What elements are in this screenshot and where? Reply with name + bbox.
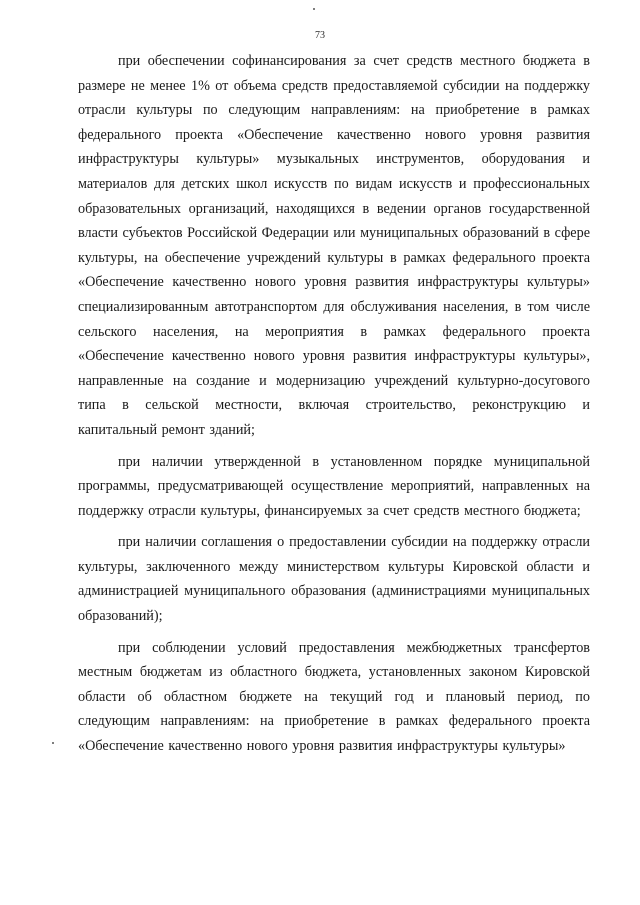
- page-number: 73: [315, 30, 325, 41]
- document-body: [78, 49, 590, 759]
- paragraph-cofinancing-condition: при обеспечении софинансирования за счет средств местного бюджета в размере не менее 1% от объема средств предоставляемой субсидии на поддержку отрасли культуры по следующим направлениям: на приобретение в рамках федерального проекта «Обеспечение качественно нового уровня развития инфраструктуры культуры» музыкальных инструментов, оборудования и материалов для детских школ искусств по видам искусств и профессиональных образовательных организаций, находящихся в ведении органов государственной власти субъектов Российской Федерации или муниципальных образований в сфере культуры, на обеспечение учреждений культуры в рамках федерального проекта «Обеспечение качественно нового уровня развития инфраструктуры культуры» специализированным автотранспортом для обслуживания населения, в том числе сельского населения, на мероприятия в рамках федерального проекта «Обеспечение качественно нового уровня развития инфраструктуры культуры», направленные на создание и модернизацию учреждений культурно-досугового типа в сельской местности, включая строительство, реконструкцию и капитальный ремонт зданий;: [78, 53, 590, 438]
- scan-speck: [52, 742, 54, 744]
- paragraph-municipal-program: при наличии утвержденной в установленном порядке муниципальной программы, предусматривающей осуществление мероприятий, направленных на поддержку отрасли культуры, финансируемых за счет средств местного бюджета;: [78, 453, 590, 519]
- paragraph-transfer-conditions: при соблюдении условий предоставления межбюджетных трансфертов местным бюджетам из областного бюджета, установленных законом Кировской области об областном бюджете на текущий год и плановый период, по следующим направлениям: на приобретение в рамках федерального проекта «Обеспечение качественно нового уровня развития инфраструктуры культуры»: [78, 639, 590, 755]
- paragraph-subsidy-agreement: при наличии соглашения о предоставлении субсидии на поддержку отрасли культуры, заключенного между министерством культуры Кировской области и администрацией муниципального образования (администрациями муниципальных образований);: [78, 534, 590, 625]
- scan-speck: [313, 8, 315, 10]
